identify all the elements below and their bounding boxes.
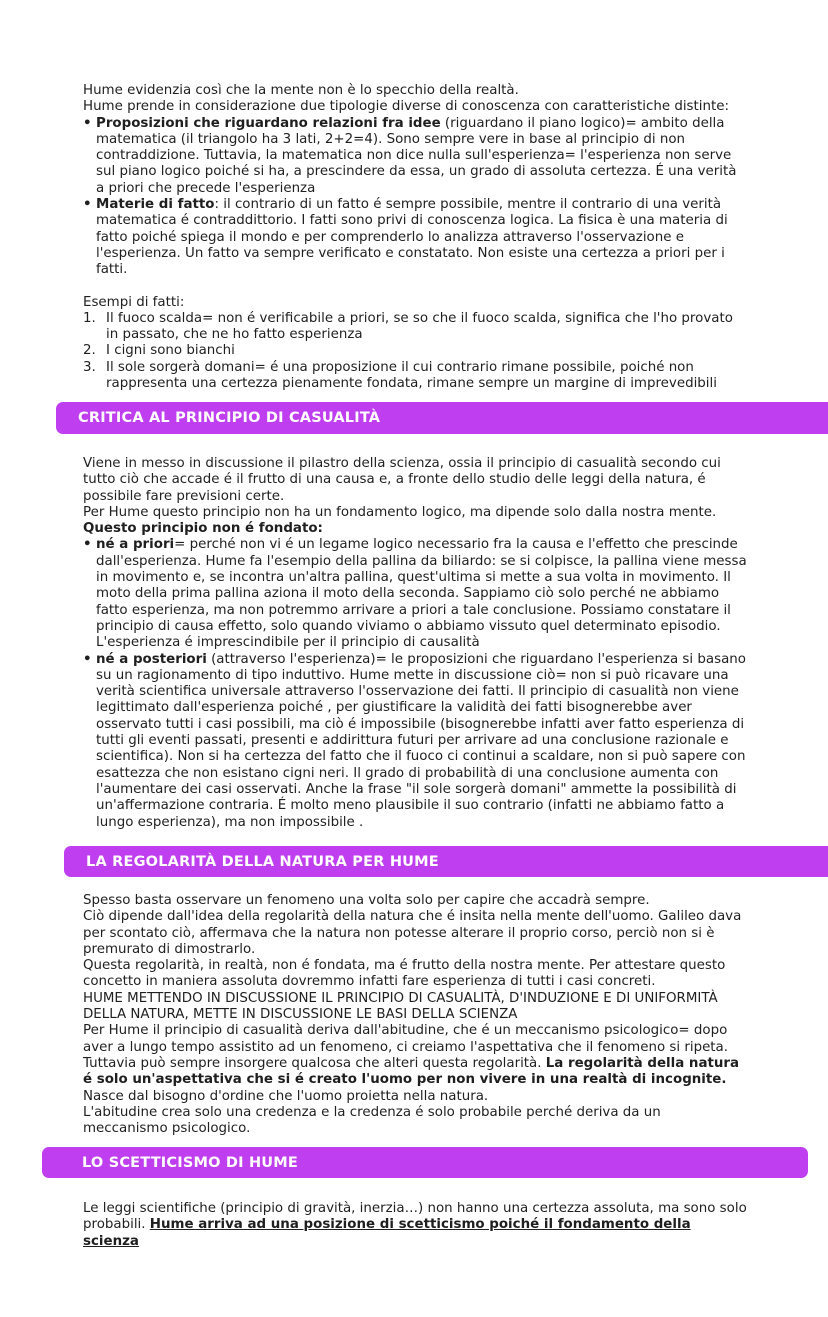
paragraph: Spesso basta osservare un fenomeno una volta solo per capire che accadrà sempre. — [83, 893, 650, 908]
foundation-list — [83, 537, 748, 830]
list-item-text: I cigni sono bianchi — [106, 343, 235, 359]
list-item — [83, 652, 748, 831]
bold-term: né a posteriori — [96, 651, 207, 667]
list-item — [83, 360, 748, 393]
list-item — [83, 311, 748, 344]
paragraph-text: Per Hume il principio di casualità deriva dall'abitudine, che é un meccanismo psicologico= dopo aver a lungo tempo assistito ad un fenomeno, ci creiamo l'aspettativa che il fenomeno si ripeta. Tuttavia può sempre insorgere qualcosa che alteri questa regolarità. — [83, 1023, 729, 1071]
section-header-regularity — [64, 846, 828, 877]
list-item-text: Il fuoco scalda= non é verificabile a priori, se so che il fuoco scalda, significa che l'ho provato in passato, che ne ho fatto esperienza — [106, 310, 733, 343]
paragraph — [83, 521, 748, 537]
section-header-skepticism — [42, 1147, 808, 1178]
paragraph: Viene in messo in discussione il pilastro della scienza, ossia il principio di casualità secondo cui tutto ciò che accade é il frutto di una causa e, a fronte dello studio delle leggi della natura, é possibile fare previsioni certe. — [83, 456, 721, 504]
examples-list — [83, 311, 748, 392]
list-item-text: (riguardano il piano logico)= ambito della matematica (il triangolo ha 3 lati, 2+2=4). Sono sempre vere in base al principio di non contraddizione. Tuttavia, la matematica non dice nulla sull'esperienza= l'esperienza non serve sul piano logico poiché si ha, a prescindere da essa, un grado di assoluta certezza. É una verità a priori che precede l'esperienza — [96, 115, 737, 196]
section-title: LO SCETTICISMO DI HUME — [82, 1154, 299, 1171]
paragraph: Questa regolarità, in realtà, non é fondata, ma é frutto della nostra mente. Per attestare questo concetto in maniera assoluta dovremmo infatti fare esperienza di tutti i casi concreti. — [83, 958, 726, 990]
list-item — [83, 537, 748, 651]
list-item — [83, 116, 748, 197]
causality-section — [83, 456, 748, 831]
bold-statement: La regolarità della natura é solo un'aspettativa che si é creato l'uomo per non vivere in una realtà di incognite. — [83, 1055, 740, 1088]
bold-statement: Questo principio non é fondato: — [83, 521, 323, 537]
examples-title: Esempi di fatti: — [83, 294, 185, 310]
section-title: LA REGOLARITÀ DELLA NATURA PER HUME — [86, 853, 439, 870]
paragraph-text: Nasce dal bisogno d'ordine che l'uomo proietta nella natura. — [83, 1088, 489, 1104]
section-title: CRITICA AL PRINCIPIO DI CASUALITÀ — [78, 410, 381, 426]
paragraph: Ciò dipende dall'idea della regolarità della natura che é insita nella mente dell'uomo. Galileo dava per scontato ciò, affermava che la natura non potesse alterare il proprio corso, perciò non si è premurato di dimostrarlo. — [83, 909, 742, 957]
bold-term: Proposizioni che riguardano relazioni fra idee — [96, 115, 441, 131]
bold-term: Materie di fatto — [96, 197, 215, 213]
list-item-text: Il sole sorgerà domani= é una proposizione il cui contrario rimane possibile, poiché non rappresenta una certezza pienamente fondata, rimane sempre un margine di imprevedibili — [106, 359, 717, 392]
list-item-text: : il contrario di un fatto é sempre possibile, mentre il contrario di una verità matematica é contraddittorio. I fatti sono privi di conoscenza logica. La fisica è una materia di fatto poiché spiega il mondo e per comprenderlo lo analizza attraverso l'osservazione e l'esperienza. Un fatto va sempre verificato e constatato. Non esiste una certezza a priori per i fatti. — [96, 197, 728, 278]
paragraph — [83, 1201, 748, 1250]
knowledge-types-list — [83, 116, 748, 279]
list-item — [83, 197, 748, 278]
list-number: 1. — [83, 310, 96, 326]
list-number: 3. — [83, 359, 96, 375]
paragraph — [83, 1023, 748, 1104]
list-item-text: (attraverso l'esperienza)= le proposizioni che riguardano l'esperienza si basano su un ragionamento di tipo induttivo. Hume mette in discussione ciò= non si può ricavare una verità scientifica universale attraverso l'osservazione dei fatti. Il principio di casualità non viene legittimato dall'esperienza poiché , per giustificare la validità dei fatti bisognerebbe aver osservato tutti i casi possibili, ma ciò é impossibile (bisognerebbe infatti aver fatto esperienza di tutti gli eventi passati, presenti e addirittura futuri per arrivare ad una conclusione razionale e scientifica). Non si ha certezza del fatto che il fuoco ci continui a scaldare, non si può sapere con esattezza che non esistano cigni neri. Il grado di probabilità di una conclusione aumenta con l'aumentare dei casi osservati. Anche la frase "il sole sorgerà domani" ammette la possibilità di un'affermazione contraria. É molto meno plausibile il suo contrario (infatti ne abbiamo fatto a lungo esperienza), ma non impossibile . — [96, 651, 746, 830]
paragraph: Per Hume questo principio non ha un fondamento logico, ma dipende solo dalla nostra mente. — [83, 504, 717, 520]
skepticism-section — [83, 1201, 748, 1250]
underlined-statement: Hume arriva ad una posizione di scetticismo poiché il fondamento della scienza — [83, 1217, 691, 1249]
paragraph-text: Le leggi scientifiche (principio di gravità, inerzia…) non hanno una certezza assoluta, ma sono solo probabili. — [83, 1201, 747, 1233]
intro-paragraph: Hume evidenzia così che la mente non è lo specchio della realtà. — [83, 83, 519, 98]
list-item — [83, 343, 748, 359]
intro-paragraph: Hume prende in considerazione due tipologie diverse di conoscenza con caratteristiche distinte: — [83, 99, 729, 115]
list-number: 2. — [83, 343, 96, 359]
list-item-text: = perché non vi é un legame logico necessario fra la causa e l'effetto che prescinde dall'esperienza. Hume fa l'esempio della pallina da biliardo: se si colpisce, la pallina viene messa in movimento e, se incontra un'altra pallina, quest'ultima si mette a sua volta in movimento. Il moto della prima pallina aziona il moto della seconda. Sappiamo ciò solo perché ne abbiamo fatto esperienza, ma non potremmo arrivare a priori a tale conclusione. Possiamo constatare il principio di causa effetto, solo quando viviamo o abbiamo vissuto quel determinato episodio. L'esperienza é imprescindibile per il principio di causalità — [96, 537, 747, 651]
paragraph: L'abitudine crea solo una credenza e la credenza é solo probabile perché deriva da un meccanismo psicologico. — [83, 1104, 661, 1137]
regularity-section — [83, 893, 748, 1137]
paragraph: HUME METTENDO IN DISCUSSIONE IL PRINCIPIO DI CASUALITÀ, D'INDUZIONE E DI UNIFORMITÀ DELLA NATURA, METTE IN DISCUSSIONE LE BASI DELLA SCIENZA — [83, 990, 718, 1023]
section-header-causality — [56, 402, 828, 434]
intro-section — [83, 83, 748, 392]
bold-term: né a priori — [96, 537, 175, 553]
